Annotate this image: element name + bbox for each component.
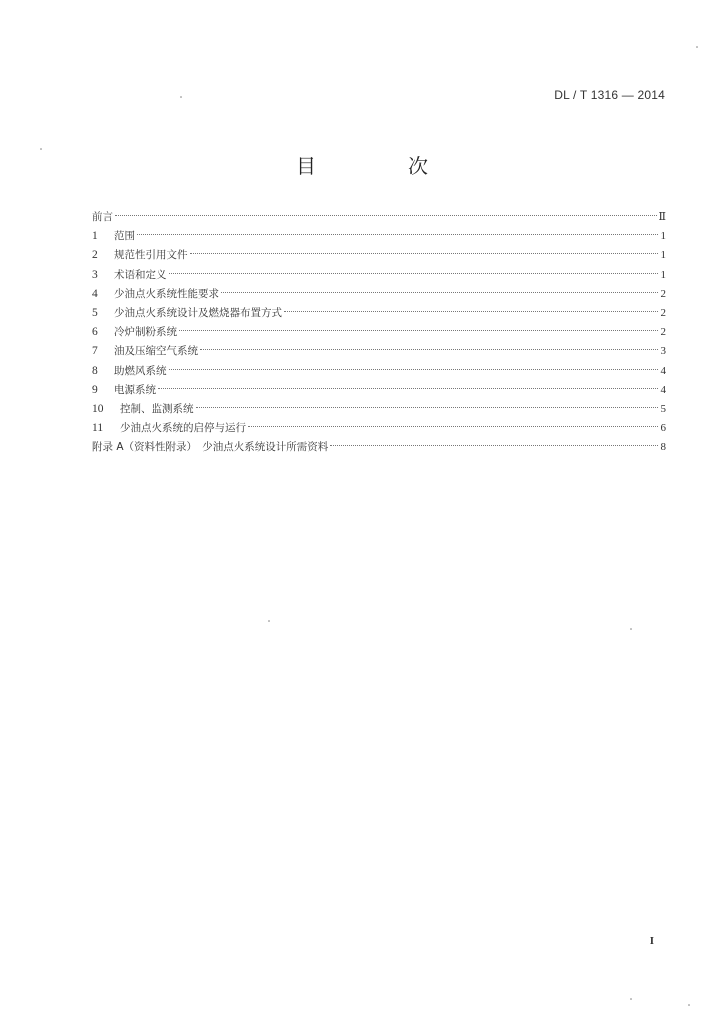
toc-leader-dots <box>196 406 659 408</box>
toc-leader-dots <box>248 425 658 427</box>
toc-entry-label: 冷炉制粉系统 <box>114 326 177 339</box>
scan-speck <box>630 628 632 630</box>
toc-entry-page: 4 <box>660 383 666 396</box>
toc-entry-page: 6 <box>660 422 666 435</box>
toc-entry-page: 2 <box>660 287 666 300</box>
toc-entry-page: 3 <box>660 345 666 358</box>
toc-entry-page: 5 <box>660 402 666 415</box>
toc-entry-number: 8 <box>92 364 98 377</box>
toc-entry-page: 4 <box>660 364 666 377</box>
toc-entry-label: 前言 <box>92 211 113 223</box>
toc-entry-page: 1 <box>660 268 666 281</box>
toc-entry-label: 范围 <box>114 230 135 243</box>
scan-speck <box>40 148 42 150</box>
toc-entry-3[interactable] <box>92 266 666 285</box>
toc-entry-number: 10 <box>92 402 104 415</box>
toc-entry-number: 1 <box>92 230 98 243</box>
toc-entry-11[interactable] <box>92 419 666 438</box>
toc-entry-foreword[interactable] <box>92 208 666 227</box>
toc-entry-number: 11 <box>92 422 104 435</box>
toc-entry-label: 电源系统 <box>114 383 156 396</box>
toc-entry-number: 4 <box>92 287 98 300</box>
toc-entry-page: 1 <box>660 249 666 262</box>
toc-leader-dots <box>179 329 658 331</box>
toc-entry-label: 少油点火系统设计及燃烧器布置方式 <box>114 306 282 319</box>
scan-speck <box>268 620 270 622</box>
toc-entry-5[interactable] <box>92 304 666 323</box>
toc-leader-dots <box>284 310 658 312</box>
toc-entry-number: 9 <box>92 383 98 396</box>
toc-entry-label: 术语和定义 <box>114 268 167 281</box>
toc-leader-dots <box>137 233 658 235</box>
toc-entry-1[interactable] <box>92 227 666 246</box>
toc-entry-10[interactable] <box>92 400 666 419</box>
toc-entry-page: 8 <box>660 441 666 454</box>
toc-entry-number: 2 <box>92 249 98 262</box>
toc-entry-label: 助燃风系统 <box>114 364 167 377</box>
toc-entry-number: 5 <box>92 306 98 319</box>
toc-leader-dots <box>115 214 657 216</box>
toc-entry-number: 6 <box>92 326 98 339</box>
toc-leader-dots <box>330 444 658 446</box>
toc-leader-dots <box>190 252 659 254</box>
toc-entry-6[interactable] <box>92 323 666 342</box>
toc-entry-label: 少油点火系统的启停与运行 <box>120 422 246 435</box>
toc-entry-page: 2 <box>660 306 666 319</box>
toc-entry-label: 控制、监测系统 <box>120 402 194 415</box>
toc-leader-dots <box>169 368 659 370</box>
scan-speck <box>696 46 698 48</box>
scan-speck <box>180 96 182 98</box>
toc-entry-4[interactable] <box>92 285 666 304</box>
toc-entry-page: Ⅱ <box>658 211 666 223</box>
standard-code: DL / T 1316 — 2014 <box>554 88 665 102</box>
toc-entry-8[interactable] <box>92 362 666 381</box>
toc-leader-dots <box>200 348 658 350</box>
toc-entry-label: 附录 A（资料性附录） 少油点火系统设计所需资料 <box>92 441 329 454</box>
toc-title: 目 次 <box>296 154 464 178</box>
scan-speck <box>688 1004 690 1006</box>
toc-entry-number: 7 <box>92 345 98 358</box>
page-number: I <box>649 935 654 947</box>
toc-entry-number: 3 <box>92 268 98 281</box>
table-of-contents <box>92 208 666 457</box>
toc-leader-dots <box>158 387 658 389</box>
scan-speck <box>630 998 632 1000</box>
toc-leader-dots <box>221 291 658 293</box>
toc-entry-page: 2 <box>660 326 666 339</box>
toc-entry-page: 1 <box>660 230 666 243</box>
toc-entry-9[interactable] <box>92 381 666 400</box>
toc-leader-dots <box>169 272 659 274</box>
toc-entry-label: 少油点火系统性能要求 <box>114 287 219 300</box>
toc-entry-2[interactable] <box>92 246 666 265</box>
toc-entry-label: 油及压缩空气系统 <box>114 345 198 358</box>
toc-entry-appendix-a[interactable] <box>92 438 666 457</box>
toc-entry-label: 规范性引用文件 <box>114 249 188 262</box>
toc-entry-7[interactable] <box>92 342 666 361</box>
